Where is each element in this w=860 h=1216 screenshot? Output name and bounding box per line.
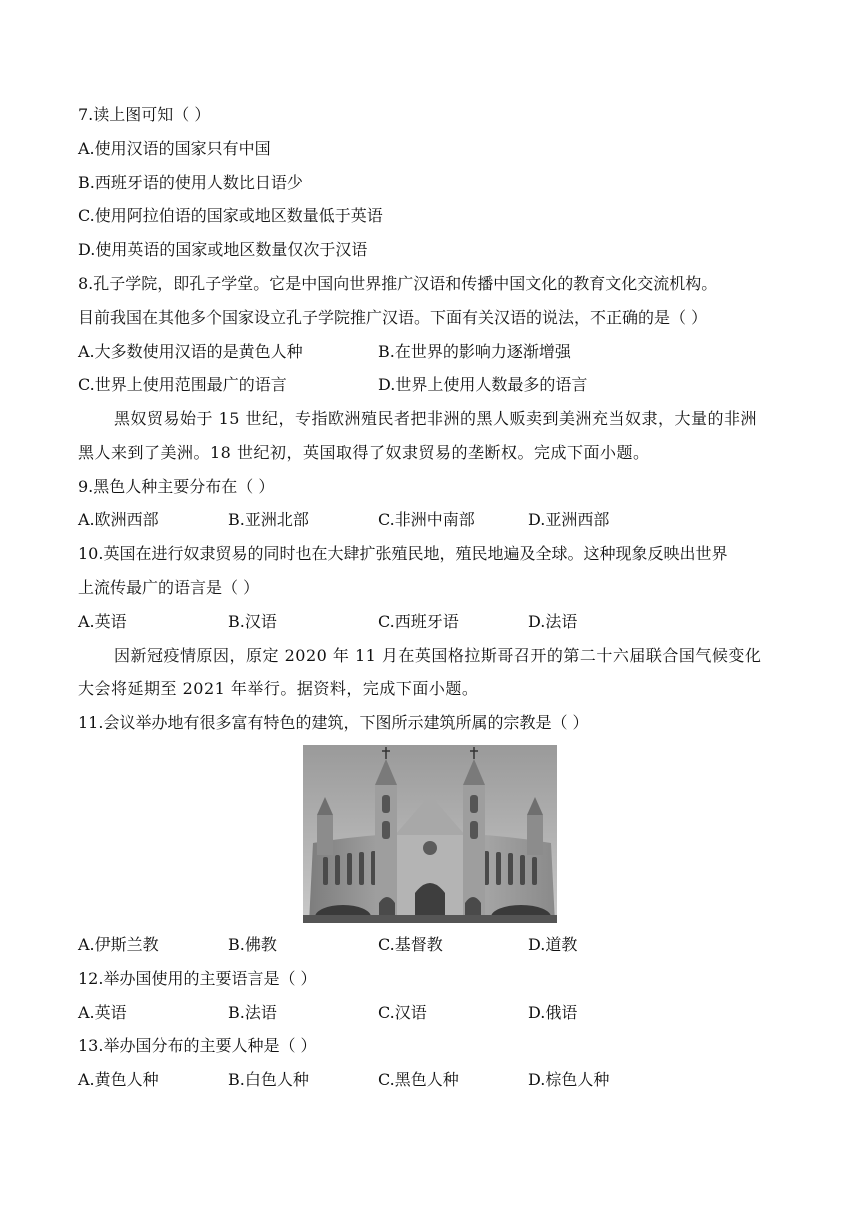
question-11-option-a: A.伊斯兰教 bbox=[78, 935, 159, 954]
question-9-option-c: C.非洲中南部 bbox=[378, 510, 475, 529]
question-7-option-b: B.西班牙语的使用人数比日语少 bbox=[78, 173, 303, 192]
question-13-option-b: B.白色人种 bbox=[228, 1070, 309, 1089]
question-11-option-b: B.佛教 bbox=[228, 935, 277, 954]
question-11-option-c: C.基督教 bbox=[378, 935, 443, 954]
question-10-stem-line-1: 10.英国在进行奴隶贸易的同时也在大肆扩张殖民地，殖民地遍及全球。这种现象反映出世界 bbox=[78, 544, 728, 563]
passage-1-line-2: 黑人来到了美洲。18 世纪初，英国取得了奴隶贸易的垄断权。完成下面小题。 bbox=[78, 443, 650, 462]
question-9-option-b: B.亚洲北部 bbox=[228, 510, 309, 529]
question-13-option-a: A.黄色人种 bbox=[78, 1070, 159, 1089]
passage-2-line-1: 因新冠疫情原因，原定 2020 年 11 月在英国格拉斯哥召开的第二十六届联合国气候变化 bbox=[114, 646, 762, 665]
question-12-option-a: A.英语 bbox=[78, 1003, 127, 1022]
question-13-stem: 13.举办国分布的主要人种是（ ） bbox=[78, 1036, 317, 1055]
question-10-option-a: A.英语 bbox=[78, 612, 127, 631]
church-photo bbox=[303, 745, 557, 923]
passage-1-line-1: 黑奴贸易始于 15 世纪，专指欧洲殖民者把非洲的黑人贩卖到美洲充当奴隶，大量的非洲 bbox=[114, 409, 758, 428]
question-13-option-d: D.棕色人种 bbox=[528, 1070, 610, 1089]
question-11-stem: 11.会议举办地有很多富有特色的建筑，下图所示建筑所属的宗教是（ ） bbox=[78, 713, 589, 732]
question-13-option-c: C.黑色人种 bbox=[378, 1070, 459, 1089]
question-8-stem-line-2: 目前我国在其他多个国家设立孔子学院推广汉语。下面有关汉语的说法，不正确的是（ ） bbox=[78, 308, 708, 327]
question-12-option-b: B.法语 bbox=[228, 1003, 277, 1022]
question-7-option-c: C.使用阿拉伯语的国家或地区数量低于英语 bbox=[78, 206, 383, 225]
question-8-option-d: D.世界上使用人数最多的语言 bbox=[378, 375, 588, 394]
question-10-stem-line-2: 上流传最广的语言是（ ） bbox=[78, 578, 260, 597]
question-7-stem: 7.读上图可知（ ） bbox=[78, 105, 211, 124]
question-7-option-d: D.使用英语的国家或地区数量仅次于汉语 bbox=[78, 240, 368, 259]
question-10-option-c: C.西班牙语 bbox=[378, 612, 459, 631]
question-8-option-a: A.大多数使用汉语的是黄色人种 bbox=[78, 342, 303, 361]
question-9-stem: 9.黑色人种主要分布在（ ） bbox=[78, 477, 275, 496]
question-12-option-d: D.俄语 bbox=[528, 1003, 578, 1022]
question-7-option-a: A.使用汉语的国家只有中国 bbox=[78, 139, 271, 158]
passage-2-line-2: 大会将延期至 2021 年举行。据资料，完成下面小题。 bbox=[78, 679, 479, 698]
question-10-option-b: B.汉语 bbox=[228, 612, 277, 631]
question-8-option-c: C.世界上使用范围最广的语言 bbox=[78, 375, 287, 394]
question-8-option-b: B.在世界的影响力逐渐增强 bbox=[378, 342, 571, 361]
question-9-option-d: D.亚洲西部 bbox=[528, 510, 610, 529]
question-11-option-d: D.道教 bbox=[528, 935, 578, 954]
question-10-option-d: D.法语 bbox=[528, 612, 578, 631]
question-12-option-c: C.汉语 bbox=[378, 1003, 427, 1022]
question-9-option-a: A.欧洲西部 bbox=[78, 510, 159, 529]
question-8-stem-line-1: 8.孔子学院，即孔子学堂。它是中国向世界推广汉语和传播中国文化的教育文化交流机构。 bbox=[78, 274, 718, 293]
question-12-stem: 12.举办国使用的主要语言是（ ） bbox=[78, 969, 317, 988]
